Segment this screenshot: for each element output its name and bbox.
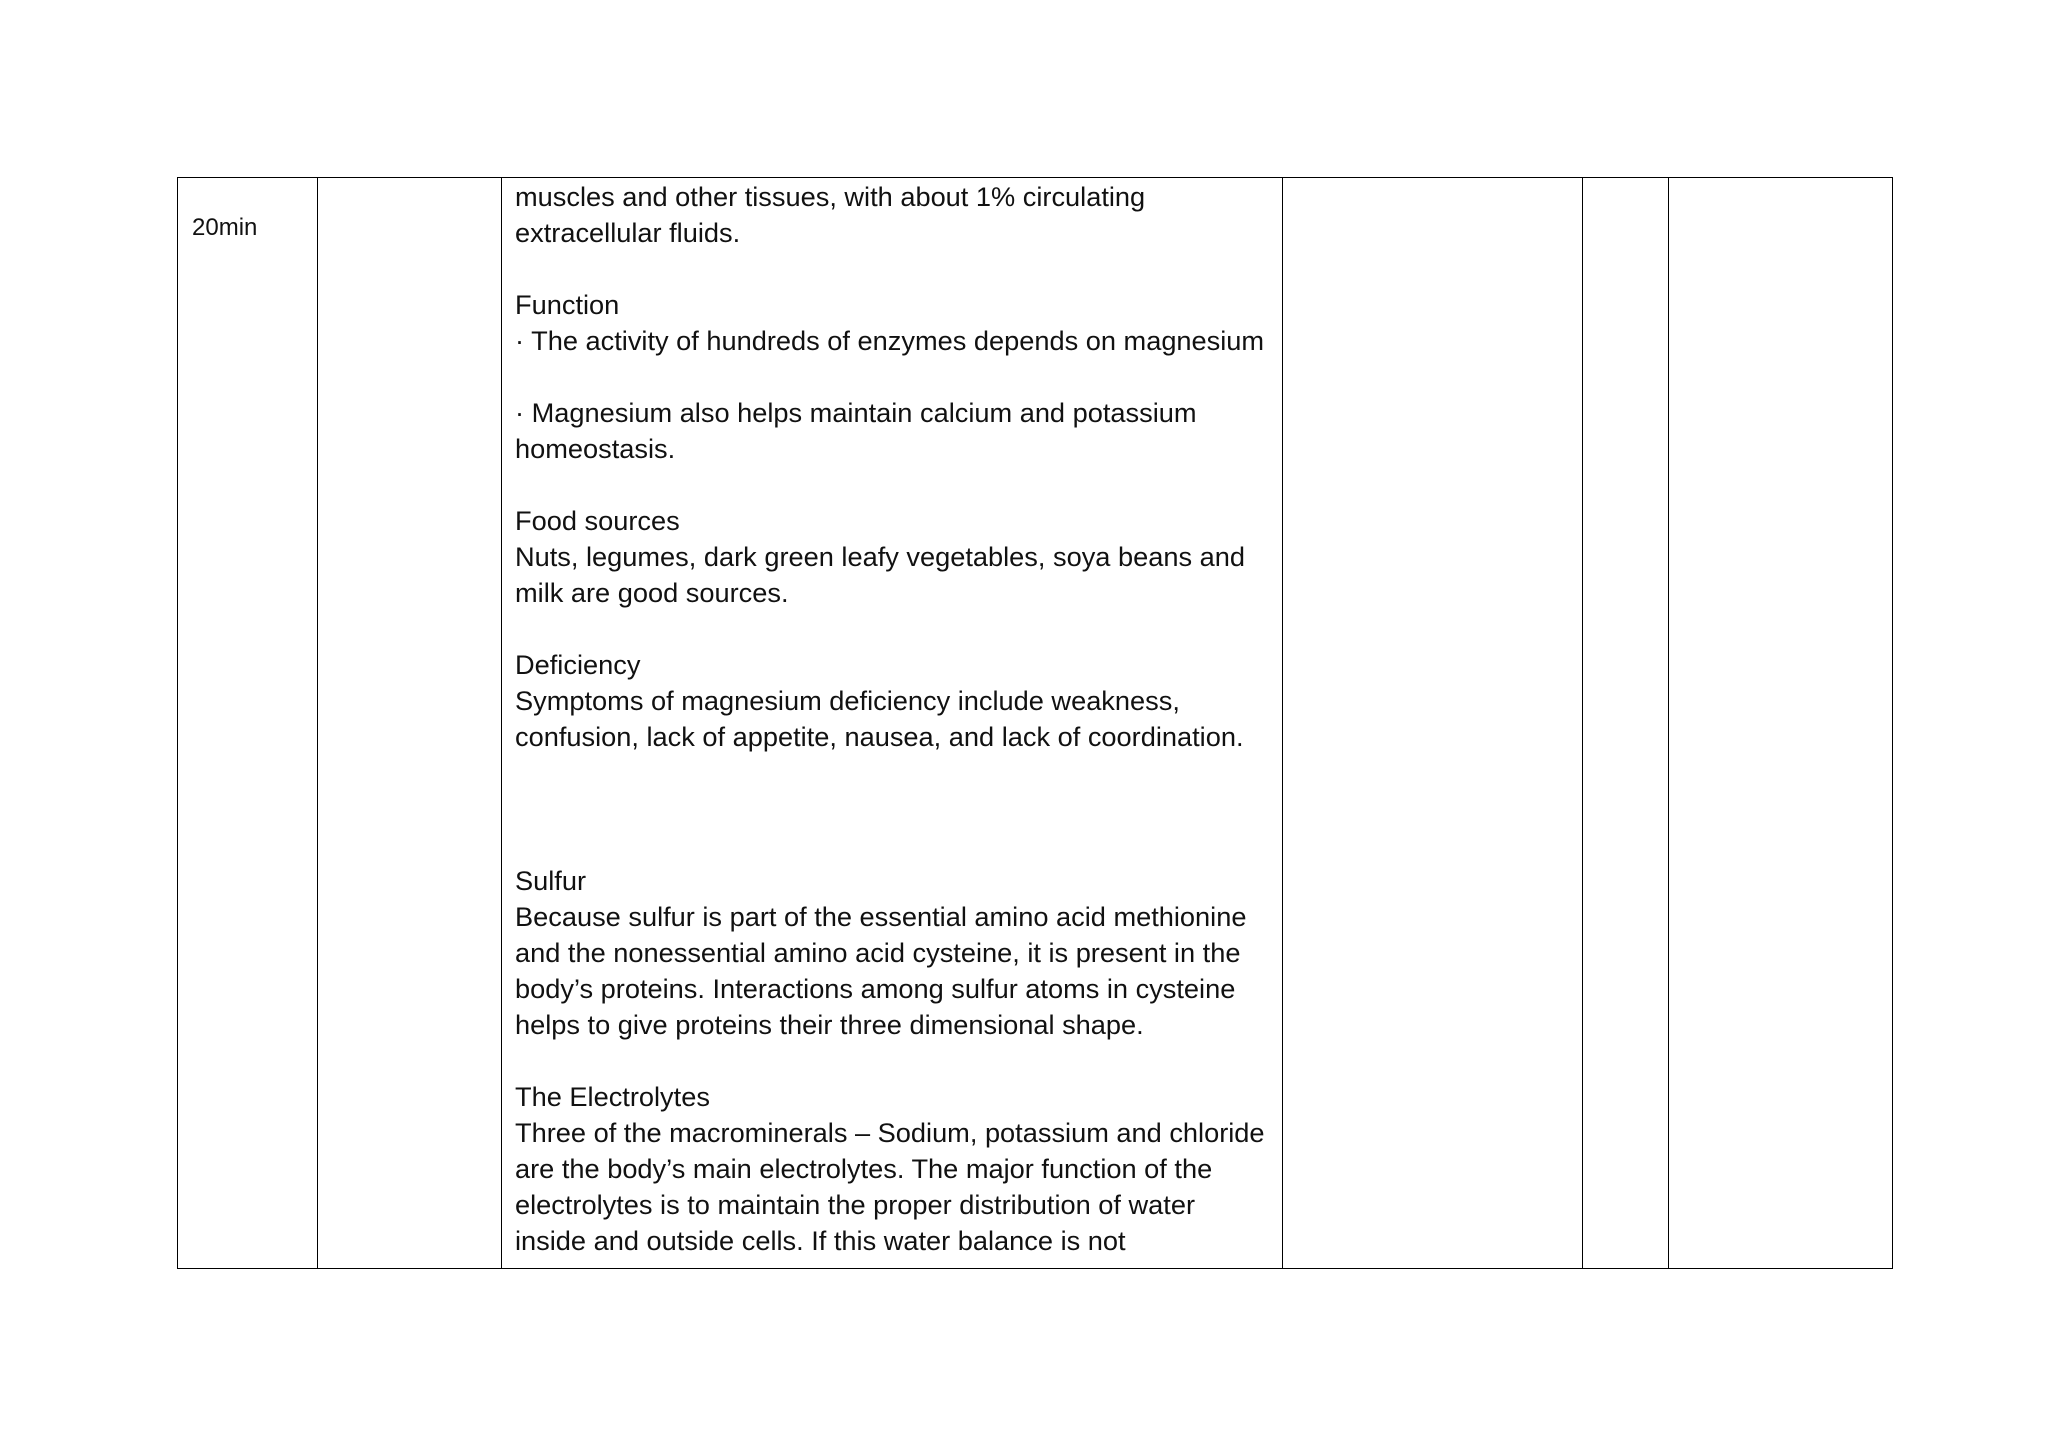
time-cell — [178, 178, 318, 1269]
empty-cell-col4 — [1283, 178, 1583, 1269]
sulfur-text: Because sulfur is part of the essential amino acid methionine and the nonessential amino acid cysteine, it is present in the body’s proteins. Interactions among sulfur atoms in cysteine helps to give proteins their three dimensional shape. — [515, 901, 1247, 1040]
electrolytes-text: Three of the macrominerals – Sodium, potassium and chloride are the body’s main electrolytes. The major function of the electrolytes is to maintain the proper distribution of water inside and outside cells. If this water balance is not — [515, 1117, 1265, 1256]
empty-cell-col6 — [1669, 178, 1893, 1269]
function-heading: Function — [515, 289, 620, 320]
food-sources-heading: Food sources — [515, 505, 680, 536]
electrolytes-heading: The Electrolytes — [515, 1081, 710, 1112]
intro-text: muscles and other tissues, with about 1% circulating extracellular fluids. — [515, 181, 1146, 248]
food-sources-text: Nuts, legumes, dark green leafy vegetables, soya beans and milk are good sources. — [515, 541, 1245, 608]
empty-cell-col5 — [1583, 178, 1669, 1269]
function-bullet-2: · Magnesium also helps maintain calcium and potassium homeostasis. — [515, 397, 1197, 464]
time-label: 20min — [192, 214, 258, 241]
content-cell — [502, 178, 1283, 1269]
sulfur-heading: Sulfur — [515, 865, 587, 896]
lesson-plan-table — [177, 177, 1893, 1269]
table-row — [178, 178, 1893, 1269]
empty-cell-col2 — [318, 178, 502, 1269]
function-bullet-1: · The activity of hundreds of enzymes depends on magnesium — [515, 325, 1265, 356]
deficiency-text: Symptoms of magnesium deficiency include weakness, confusion, lack of appetite, nausea, and lack of coordination. — [515, 685, 1244, 752]
deficiency-heading: Deficiency — [515, 649, 641, 680]
